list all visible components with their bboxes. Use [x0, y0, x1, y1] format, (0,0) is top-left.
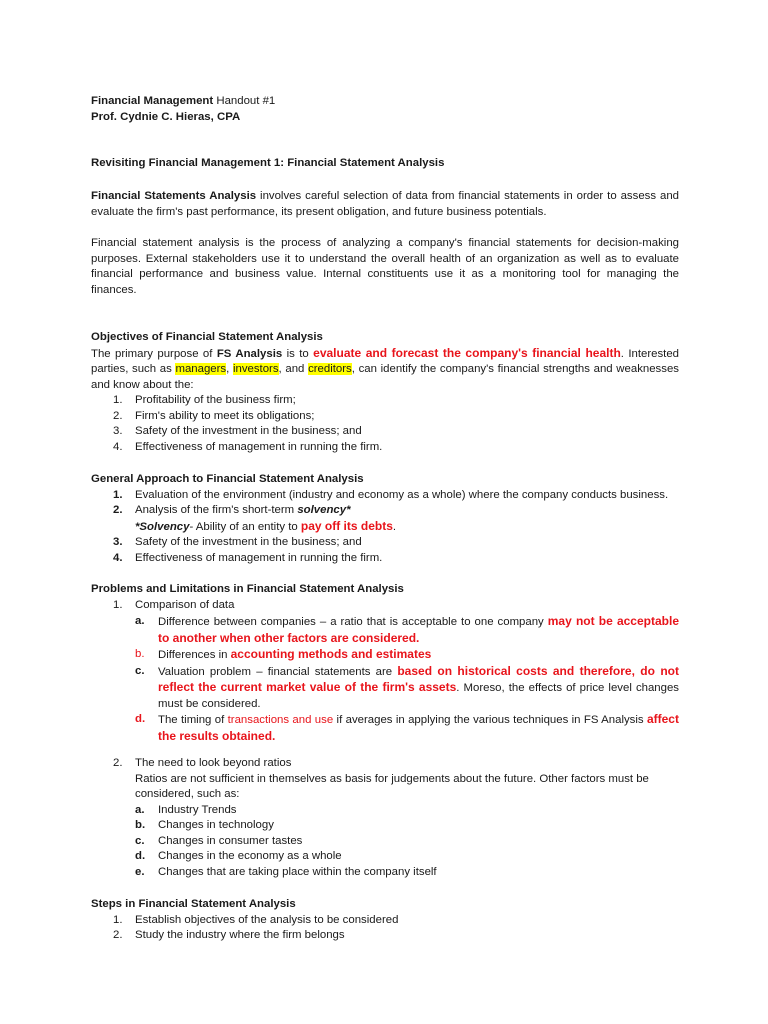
professor-line	[91, 110, 679, 126]
list-item: 1. Profitability of the business firm;	[113, 394, 296, 406]
solvency-term: solvency*	[297, 504, 351, 516]
factor-item: d. Changes in the economy as a whole	[135, 850, 342, 862]
beyond-ratios-text: Ratios are not sufficient in themselves as basis for judgements about the future. Other factors must be considered, such as:	[135, 772, 649, 800]
objectives-list	[91, 393, 679, 455]
list-item: 3. Safety of the investment in the business; and	[113, 536, 362, 548]
solvency-highlight: pay off its debts	[300, 518, 393, 533]
list-item: 4. Effectiveness of management in running the firm.	[113, 440, 383, 453]
managers-highlight: managers	[175, 363, 227, 375]
list-item: 1. Comparison of data	[113, 598, 235, 611]
intro-text: involves careful selection of data from financial statements in order to assess and evaluate the firm's past performance, its present obligation, and future business potentials.	[91, 190, 679, 218]
sub-item: d. The timing of transactions and use if averages in applying the various techniques in FS Analysis affect the results obtained.	[135, 712, 679, 743]
course-title: Financial Management	[91, 95, 214, 107]
section-title: Revisiting Financial Management 1: Financial Statement Analysis	[91, 157, 445, 169]
sub-item: b. Differences in accounting methods and estimates	[135, 647, 432, 661]
professor-name: Prof. Cydnie C. Hieras, CPA	[91, 110, 241, 123]
definition-paragraph	[91, 236, 679, 298]
purpose-highlight: evaluate and forecast the company's financial health	[313, 345, 621, 360]
objectives-heading: Objectives of Financial Statement Analysis	[91, 331, 323, 343]
factor-item: c. Changes in consumer tastes	[135, 834, 303, 847]
factor-item: b. Changes in technology	[135, 819, 274, 831]
steps-section	[91, 897, 679, 944]
solvency-note: *Solvency- Ability of an entity to pay off its debts.	[135, 518, 397, 533]
approach-list	[91, 488, 679, 567]
approach-heading: General Approach to Financial Statement Analysis	[91, 473, 364, 485]
list-item: 2. Study the industry where the firm belongs	[113, 929, 345, 941]
steps-heading: Steps in Financial Statement Analysis	[91, 898, 296, 910]
factor-item: a. Industry Trends	[135, 803, 237, 816]
list-item: 3. Safety of the investment in the business; and	[113, 425, 362, 437]
course-line	[91, 94, 679, 110]
definition-text: Financial statement analysis is the process of analyzing a company's financial statements for decision-making purposes. External stakeholders use it to understand the overall health of an organization as well as to evaluate financial performance and business value. Internal constituents use it as a monitoring tool for managing the finances.	[91, 237, 679, 296]
approach-section	[91, 472, 679, 566]
list-item: 4. Effectiveness of management in running the firm.	[113, 551, 383, 564]
investors-highlight: investors	[232, 363, 279, 375]
list-item: 2. The need to look beyond ratios	[113, 757, 292, 769]
intro-paragraph	[91, 189, 679, 220]
list-item: 2. Firm's ability to meet its obligations;	[113, 409, 315, 422]
objectives-section	[91, 330, 679, 455]
problems-section	[91, 582, 679, 745]
beyond-ratios-section	[91, 756, 679, 880]
list-item: 1. Establish objectives of the analysis to be considered	[113, 913, 399, 926]
factor-item: e. Changes that are taking place within the company itself	[135, 865, 437, 878]
section-title-block	[91, 156, 679, 172]
document-header	[91, 94, 679, 125]
problems-heading: Problems and Limitations in Financial Statement Analysis	[91, 583, 404, 595]
sub-item: a. Difference between companies – a ratio that is acceptable to one company may not be acceptable to another when other factors are considered.	[135, 614, 679, 645]
sub-item: c. Valuation problem – financial statements are based on historical costs and therefore, do not reflect the current market value of the firm's assets. Moreso, the effects of price level changes must be considered.	[135, 663, 680, 710]
list-item: 2. Analysis of the firm's short-term solvency* *Solvency- Ability of an entity to pay off its debts.	[91, 503, 679, 535]
objectives-paragraph: The primary purpose of FS Analysis is to evaluate and forecast the company's financial health. Interested parties, such as managers, investors, and creditors, can identify the company's financial strengths and weaknesses and know about the:	[91, 345, 680, 391]
handout-number: Handout #1	[213, 95, 276, 107]
intro-term: Financial Statements Analysis	[91, 190, 257, 202]
list-item: 1. Evaluation of the environment (industry and economy as a whole) where the company conducts business.	[113, 488, 669, 501]
creditors-highlight: creditors	[308, 363, 352, 375]
